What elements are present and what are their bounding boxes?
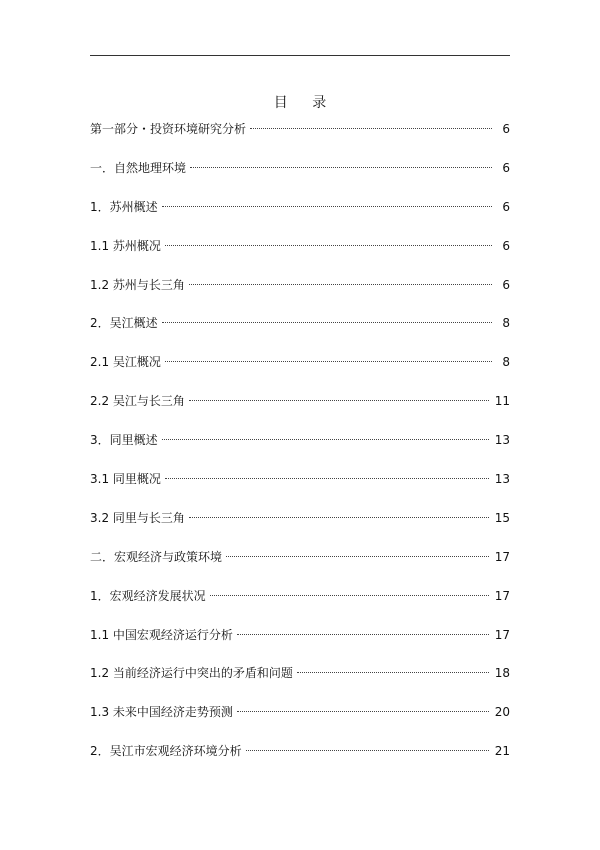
toc-entry-label: 第一部分・投资环境研究分析	[90, 122, 247, 136]
toc-entry-label: 2．吴江市宏观经济环境分析	[90, 744, 242, 759]
toc-entry[interactable]	[90, 663, 510, 702]
toc-entry-label: 3．同里概述	[90, 433, 158, 448]
toc-entry-label: 1.1 中国宏观经济运行分析	[90, 627, 233, 642]
toc-entry-label: 2.1 吴江概况	[90, 355, 161, 370]
toc-entry-label: 1.2 苏州与长三角	[90, 277, 185, 292]
header-rule	[90, 55, 510, 56]
toc-entry-label: 1．苏州概述	[90, 199, 158, 214]
toc-entry-label: 2.2 吴江与长三角	[90, 394, 185, 409]
toc-entry-label: 二．宏观经济与政策环境	[90, 549, 223, 564]
toc-entry-label: 1.1 苏州概况	[90, 238, 161, 253]
toc-entry-page: 6	[502, 238, 510, 253]
dot-leader	[162, 439, 489, 440]
toc-entry-label: 2．吴江概述	[90, 316, 158, 331]
toc-entry-page: 6	[502, 122, 510, 136]
dot-leader	[237, 634, 489, 635]
table-of-contents	[90, 119, 510, 780]
toc-entry[interactable]	[90, 197, 510, 236]
dot-leader	[189, 284, 492, 285]
toc-entry-page: 15	[494, 510, 510, 525]
toc-entry-label: 3.2 同里与长三角	[90, 510, 185, 525]
toc-entry-label: 一．自然地理环境	[90, 160, 187, 175]
toc-entry-page: 20	[494, 705, 510, 720]
toc-entry[interactable]	[90, 741, 510, 780]
toc-entry-page: 8	[502, 355, 510, 370]
dot-leader	[162, 206, 492, 207]
toc-entry-label: 1.3 未来中国经济走势预测	[90, 705, 233, 720]
toc-entry[interactable]	[90, 625, 510, 664]
toc-entry-label: 1．宏观经济发展状况	[90, 588, 206, 603]
toc-entry[interactable]	[90, 275, 510, 314]
toc-entry-page: 21	[494, 744, 510, 759]
dot-leader	[237, 711, 489, 712]
dot-leader	[165, 361, 492, 362]
toc-entry[interactable]	[90, 352, 510, 391]
toc-entry[interactable]	[90, 236, 510, 275]
toc-entry-page: 6	[502, 160, 510, 175]
toc-entry-page: 13	[494, 472, 510, 487]
dot-leader	[165, 478, 489, 479]
toc-entry-page: 6	[502, 199, 510, 214]
toc-entry[interactable]	[90, 391, 510, 430]
toc-entry-label: 1.2 当前经济运行中突出的矛盾和问题	[90, 666, 293, 681]
toc-entry[interactable]	[90, 430, 510, 469]
toc-entry[interactable]	[90, 119, 510, 158]
toc-entry-page: 17	[494, 627, 510, 642]
page-title: 目 录	[273, 95, 337, 111]
toc-entry-page: 6	[502, 277, 510, 292]
dot-leader	[190, 167, 492, 168]
toc-entry[interactable]	[90, 508, 510, 547]
toc-entry[interactable]	[90, 586, 510, 625]
dot-leader	[226, 556, 489, 557]
dot-leader	[165, 245, 492, 246]
toc-entry-page: 11	[494, 394, 510, 409]
toc-entry-page: 8	[502, 316, 510, 331]
toc-entry[interactable]	[90, 469, 510, 508]
dot-leader	[189, 400, 489, 401]
toc-entry[interactable]	[90, 702, 510, 741]
toc-entry-page: 17	[494, 549, 510, 564]
toc-entry[interactable]	[90, 547, 510, 586]
toc-entry-label: 3.1 同里概况	[90, 472, 161, 487]
dot-leader	[189, 517, 489, 518]
dot-leader	[210, 595, 489, 596]
dot-leader	[297, 672, 489, 673]
toc-entry-page: 18	[494, 666, 510, 681]
dot-leader	[250, 128, 492, 129]
dot-leader	[162, 322, 492, 323]
toc-entry-page: 13	[494, 433, 510, 448]
dot-leader	[246, 750, 489, 751]
toc-entry[interactable]	[90, 158, 510, 197]
toc-entry[interactable]	[90, 313, 510, 352]
toc-entry-page: 17	[494, 588, 510, 603]
